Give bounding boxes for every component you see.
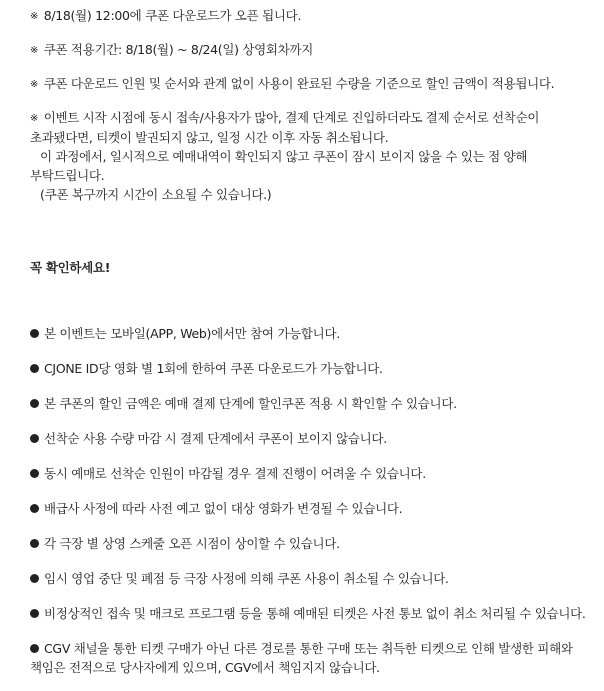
note-asterisk-icon: ※ [30,45,39,56]
notice-text: 이 과정에서, 일시적으로 예매내역이 확인되지 않고 쿠폰이 잠시 보이지 않을 수 있는 점 양해 [40,149,528,164]
list-item [30,604,586,623]
list-item [30,464,586,483]
notice-text: 쿠폰 적용기간: 8/18(월) ~ 8/24(일) 상영회차까지 [43,42,314,57]
list-item [30,394,586,413]
bullet-dot-icon [30,469,39,478]
list-item-text: 선착순 사용 수량 마감 시 결제 단계에서 쿠폰이 보이지 않습니다. [44,431,387,446]
list-item-text: 임시 영업 중단 및 폐점 등 극장 사정에 의해 쿠폰 사용이 취소될 수 있습니다. [44,571,449,586]
list-item [30,499,586,518]
list-item-text: 본 이벤트는 모바일(APP, Web)에서만 참여 가능합니다. [44,326,340,341]
bullet-dot-icon [30,574,39,583]
list-item-text: 비정상적인 접속 및 매크로 프로그램 등을 통해 예매된 티켓은 사전 통보 없이 취소 처리될 수 있습니다. [44,606,586,621]
notice-text: (쿠폰 복구까지 시간이 소요될 수 있습니다.) [40,187,272,202]
bullet-dot-icon [30,399,39,408]
notice-text: 이벤트 시작 시점에 동시 접속/사용자가 많아, 결제 단계로 진입하더라도 결제 순서로 선착순이 [43,110,540,125]
note-asterisk-icon: ※ [30,11,39,22]
list-item [30,429,586,448]
notice-discount-rule [30,74,554,94]
list-item [30,359,586,378]
check-heading: 꼭 확인하세요! [30,260,111,275]
list-item-text: CJONE ID당 영화 별 1회에 한하여 쿠폰 다운로드가 가능합니다. [44,361,383,376]
list-item-text: CGV 채널을 통한 티켓 구매가 아닌 다른 경로를 통한 구매 또는 취득한 티켓으로 인해 발생한 피해와 [44,641,573,656]
notice-text: 쿠폰 다운로드 인원 및 순서와 관계 없이 사용이 완료된 수량을 기준으로 할인 금액이 적용됩니다. [43,76,555,91]
list-item [30,534,586,553]
bullet-dot-icon [30,434,39,443]
bullet-dot-icon [30,504,39,513]
bullet-dot-icon [30,644,39,653]
notice-text: 초과됐다면, 티켓이 발권되지 않고, 일정 시간 이후 자동 취소됩니다. [30,130,389,145]
list-item [30,324,586,343]
notice-auto-cancel [30,108,539,204]
notice-coupon-period [30,40,313,60]
note-asterisk-icon: ※ [30,79,39,90]
note-asterisk-icon: ※ [30,113,39,124]
bullet-dot-icon [30,609,39,618]
list-item-text: 본 쿠폰의 할인 금액은 예매 결제 단계에 할인쿠폰 적용 시 확인할 수 있습니다. [44,396,457,411]
caution-list [30,324,586,691]
notice-text: 부탁드립니다. [30,168,105,183]
list-item-text: 책임은 전적으로 당사자에게 있으며, CGV에서 책임지지 않습니다. [30,660,380,675]
bullet-dot-icon [30,539,39,548]
notice-open-time [30,6,301,26]
list-item-text: 각 극장 별 상영 스케줄 오픈 시점이 상이할 수 있습니다. [44,536,340,551]
list-item-text: 배급사 사정에 따라 사전 예고 없이 대상 영화가 변경될 수 있습니다. [44,501,403,516]
bullet-dot-icon [30,329,39,338]
list-item-text: 동시 예매로 선착순 인원이 마감될 경우 결제 진행이 어려울 수 있습니다. [44,466,426,481]
notice-text: 8/18(월) 12:00에 쿠폰 다운로드가 오픈 됩니다. [43,8,302,23]
list-item [30,569,586,588]
bullet-dot-icon [30,364,39,373]
list-item [30,639,586,677]
